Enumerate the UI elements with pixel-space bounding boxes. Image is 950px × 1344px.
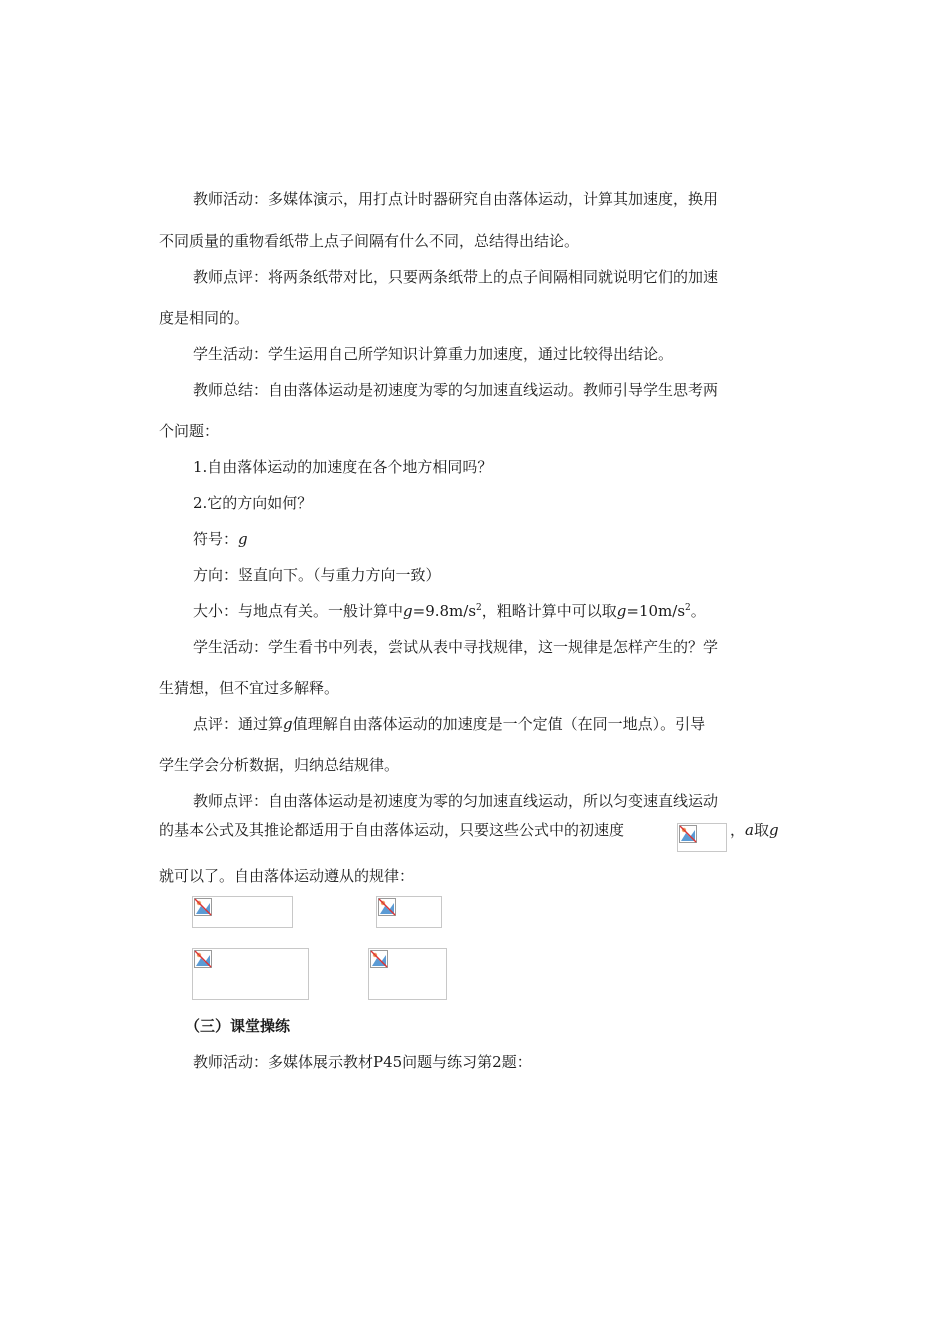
paragraph-teacher-comment2-line2: [159, 820, 624, 840]
paragraph-student-activity2-line1: 学生活动：学生看书中列表，尝试从表中寻找规律，这一规律是怎样产生的？学: [193, 638, 719, 656]
broken-image-icon: [370, 950, 388, 968]
magnitude-text-c: ，粗略计算中可以取: [481, 602, 617, 620]
paragraph-teacher-comment-line2: 度是相同的。: [159, 309, 250, 327]
magnitude-value2: =10m/s: [626, 602, 686, 620]
tail-take: 取: [753, 821, 769, 839]
broken-image-icon: [378, 898, 396, 916]
paragraph-teacher-comment-line1: 教师点评：将两条纸带对比，只要两条纸带上的点子间隔相同就说明它们的加速: [193, 268, 719, 286]
paragraph-teacher-comment2-line3: 就可以了。自由落体运动遵从的规律：: [159, 867, 415, 885]
paragraph-teacher-activity-line1: 教师活动：多媒体演示，用打点计时器研究自由落体运动，计算其加速度，换用: [193, 190, 719, 208]
comment-text-a: 点评：通过算: [193, 715, 284, 733]
paragraph-comment-line1: [193, 714, 705, 734]
question-1: 1.自由落体运动的加速度在各个地方相同吗？: [193, 458, 493, 476]
formula-image-2: [376, 896, 442, 928]
comment-text-b: 值理解自由落体运动的加速度是一个定值（在同一地点）。引导: [292, 715, 706, 733]
paragraph-student-activity2-line2: 生猜想，但不宜过多解释。: [159, 679, 340, 697]
magnitude-text-a: 大小：与地点有关。一般计算中: [193, 602, 404, 620]
magnitude-sup2: 2: [685, 603, 691, 613]
tail-a: a: [745, 821, 754, 839]
broken-image-icon: [679, 825, 697, 843]
paragraph-teacher-comment2-line1: 教师点评：自由落体运动是初速度为零的匀加速直线运动，所以匀变速直线运动: [193, 792, 719, 810]
magnitude-g1: g: [403, 602, 413, 620]
paragraph-teacher-activity-exercise: 教师活动：多媒体展示教材P45问题与练习第2题：: [193, 1053, 532, 1071]
magnitude-g2: g: [616, 602, 627, 620]
tail-g: g: [768, 821, 779, 839]
question-2: 2.它的方向如何？: [193, 494, 313, 512]
symbol-line: [193, 529, 248, 549]
broken-image-icon: [194, 950, 212, 968]
direction-line: 方向：竖直向下。（与重力方向一致）: [193, 566, 441, 584]
paragraph-comment-line2: 学生学会分析数据，归纳总结规律。: [159, 756, 400, 774]
tail-comma: ，: [730, 821, 746, 839]
formula-image-1: [192, 896, 293, 928]
teacher-comment2-text: 的基本公式及其推论都适用于自由落体运动，只要这些公式中的初速度: [159, 821, 625, 839]
formula-image-4: [368, 948, 447, 1000]
magnitude-sup1: 2: [476, 603, 482, 613]
section-title: （三）课堂操练: [185, 1017, 291, 1035]
formula-image-initial-velocity: [677, 823, 727, 852]
formula-image-3: [192, 948, 309, 1000]
paragraph-teacher-activity-line2: 不同质量的重物看纸带上点子间隔有什么不同，总结得出结论。: [159, 232, 580, 250]
paragraph-teacher-summary-line1: 教师总结：自由落体运动是初速度为零的匀加速直线运动。教师引导学生思考两: [193, 381, 719, 399]
paragraph-student-activity: 学生活动：学生运用自己所学知识计算重力加速度，通过比较得出结论。: [193, 345, 674, 363]
broken-image-icon: [194, 898, 212, 916]
teacher-comment2-tail: [730, 820, 779, 840]
paragraph-teacher-summary-line2: 个问题：: [159, 422, 220, 440]
magnitude-line: [193, 601, 706, 621]
magnitude-end: 。: [690, 602, 706, 620]
magnitude-value1: =9.8m/s: [412, 602, 477, 620]
symbol-g: g: [238, 530, 248, 548]
symbol-label: 符号：: [193, 530, 239, 548]
comment-g: g: [283, 715, 293, 733]
